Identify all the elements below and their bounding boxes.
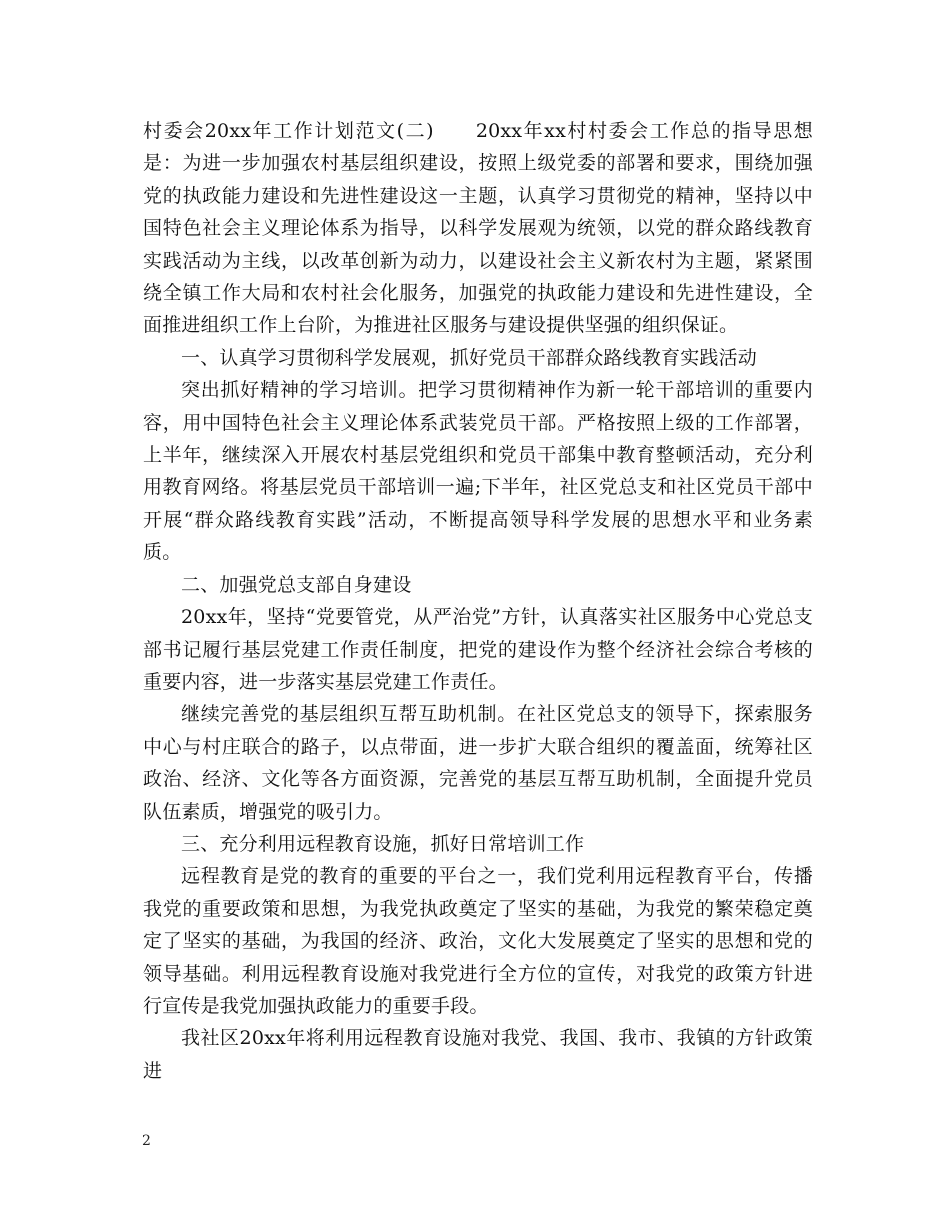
page-number: 2	[142, 1133, 151, 1149]
section-heading-3: 三、充分利用远程教育设施，抓好日常培训工作	[181, 832, 585, 855]
body-paragraph: 继续完善党的基层组织互帮互助机制。在社区党总支的领导下，探索服务中心与村庄联合的路子，以点带面，进一步扩大联合组织的覆盖面，统筹社区政治、经济、文化等各方面资源，完善党的基层互帮互助机制，全面提升党员队伍素质，增强党的吸引力。	[143, 703, 813, 823]
body-paragraph: 20xx年，坚持“党要管党，从严治党”方针，认真落实社区服务中心党总支部书记履行基层党建工作责任制度，把党的建设作为整个经济社会综合考核的重要内容，进一步落实基层党建工作责任。	[143, 606, 813, 693]
body-paragraph: 突出抓好精神的学习培训。把学习贯彻精神作为新一轮干部培训的重要内容，用中国特色社会主义理论体系武装党员干部。严格按照上级的工作部署，上半年，继续深入开展农村基层党组织和党员干部集中教育整顿活动，充分利用教育网络。将基层党员干部培训一遍;下半年，社区党总支和社区党员干部中开展“群众路线教育实践”活动，不断提高领导科学发展的思想水平和业务素质。	[143, 379, 813, 564]
section-heading-1: 一、认真学习贯彻科学发展观，抓好党员干部群众路线教育实践活动	[181, 346, 758, 369]
section-heading-2: 二、加强党总支部自身建设	[181, 573, 412, 596]
body-paragraph-continued: 我社区20xx年将利用远程教育设施对我党、我国、我市、我镇的方针政策进	[143, 1027, 813, 1082]
intro-text: 20xx年xx村村委会工作总的指导思想是：为进一步加强农村基层组织建设，按照上级党委的部署和要求，围绕加强党的执政能力建设和先进性建设这一主题，认真学习贯彻党的精神，坚持以中国特色社会主义理论体系为指导，以科学发展观为统领，以党的群众路线教育实践活动为主线，以改革创新为动力，以建设社会主义新农村为主题，紧紧围绕全镇工作大局和农村社会化服务，加强党的执政能力建设和先进性建设，全面推进组织工作上台阶，为推进社区服务与建设提供坚强的组织保证。	[143, 120, 813, 337]
body-paragraph: 远程教育是党的教育的重要的平台之一，我们党利用远程教育平台，传播我党的重要政策和思想，为我党执政奠定了坚实的基础，为我党的繁荣稳定奠定了坚实的基础，为我国的经济、政治，文化大发展奠定了坚实的思想和党的领导基础。利用远程教育设施对我党进行全方位的宣传，对我党的政策方针进行宣传是我党加强执政能力的重要手段。	[143, 865, 813, 1017]
document-body	[143, 115, 813, 1087]
intro-paragraph	[143, 115, 813, 342]
document-title: 村委会20xx年工作计划范文(二)	[143, 120, 434, 142]
